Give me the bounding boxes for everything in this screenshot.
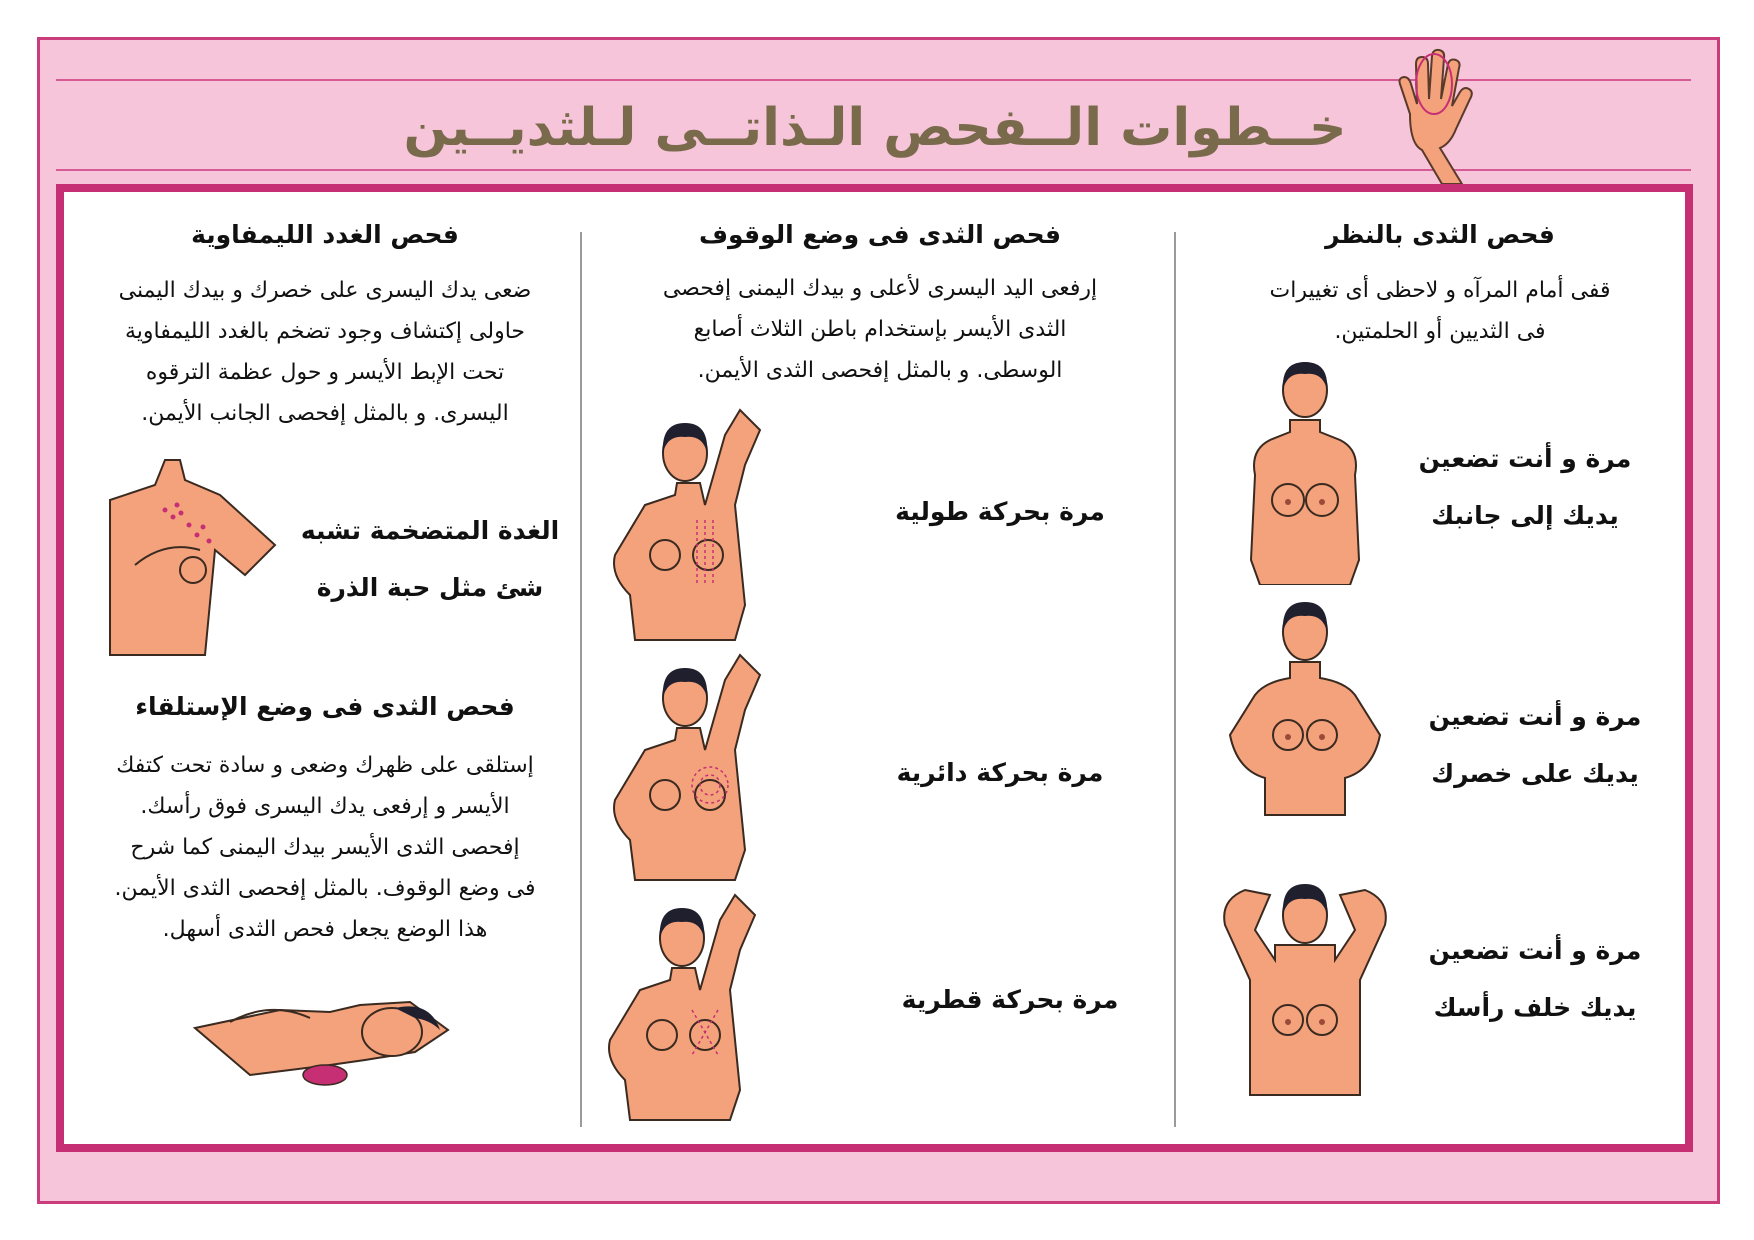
text-line: الثدى الأيسر بإستخدام باطن الثلاث أصابع	[693, 317, 1067, 342]
text-line: فى الثديين أو الحلمتين.	[1334, 319, 1546, 344]
lymph-exam-text	[75, 270, 575, 434]
text-line: قفى أمام المرآه و لاحظى أى تغييرات	[1269, 278, 1611, 303]
text-line: ضعى يدك اليسرى على خصرك و بيدك اليمنى	[118, 278, 532, 303]
raised-hand-icon	[1370, 44, 1490, 184]
lymph-node-note	[290, 502, 570, 616]
text-line: إستلقى على ظهرك وضعى و سادة تحت كتفك	[116, 753, 534, 778]
visual-step-2-label	[1410, 688, 1660, 802]
diagonal-motion-figure	[600, 890, 780, 1125]
text-line: إرفعى اليد اليسرى لأعلى و بيدك اليمنى إفحصى	[662, 276, 1098, 301]
standing-step-1-label: مرة بحركة طولية	[895, 497, 1105, 526]
label-line: يديك على خصرك	[1431, 759, 1639, 788]
label-line: مرة و أنت تضعين	[1418, 444, 1632, 473]
circular-motion-figure	[605, 650, 785, 885]
visual-exam-text	[1200, 270, 1680, 352]
text-line: هذا الوضع يجعل فحص الثدى أسهل.	[162, 917, 488, 942]
text-line: حاولى إكتشاف وجود تضخم بالغدد الليمفاوية	[124, 319, 526, 344]
text-line: الوسطى. و بالمثل إفحصى الثدى الأيمن.	[697, 358, 1063, 383]
text-line: تحت الإبط الأيسر و حول عظمة الترقوه	[145, 360, 505, 385]
hands-on-hips-figure	[1205, 600, 1405, 830]
vertical-strip-figure	[605, 405, 785, 645]
column-divider-left	[580, 232, 582, 1127]
standing-step-2-label: مرة بحركة دائرية	[896, 758, 1104, 787]
lying-down-figure	[190, 990, 460, 1095]
lying-exam-heading: فحص الثدى فى وضع الإستلقاء	[135, 692, 515, 721]
lymph-node-exam-figure	[105, 455, 285, 665]
standing-step-3-label: مرة بحركة قطرية	[901, 985, 1119, 1014]
visual-step-1-label	[1400, 430, 1650, 544]
text-line: الأيسر و إرفعى يدك اليسرى فوق رأسك.	[140, 794, 510, 819]
page-title: خــطوات الــفحص الـذاتــى لـلثديــين	[403, 98, 1347, 158]
column-divider-right	[1174, 232, 1176, 1127]
label-line: الغدة المتضخمة تشبه	[300, 516, 560, 545]
text-line: فى وضع الوقوف. بالمثل إفحصى الثدى الأيمن.	[114, 876, 536, 901]
lymph-exam-heading: فحص الغدد الليمفاوية	[191, 220, 459, 249]
visual-step-3-label	[1410, 922, 1660, 1036]
standing-exam-heading: فحص الثدى فى وضع الوقوف	[699, 220, 1061, 249]
label-line: مرة و أنت تضعين	[1428, 702, 1642, 731]
standing-exam-text	[600, 268, 1160, 391]
hands-behind-head-figure	[1215, 870, 1395, 1120]
arms-at-sides-figure	[1235, 360, 1375, 585]
label-line: شئ مثل حبة الذرة	[316, 573, 544, 602]
text-line: اليسرى. و بالمثل إفحصى الجانب الأيمن.	[141, 401, 509, 426]
lying-exam-text	[75, 745, 575, 950]
label-line: يديك خلف رأسك	[1433, 993, 1637, 1022]
text-line: إفحصى الثدى الأيسر بيدك اليمنى كما شرح	[130, 835, 520, 860]
visual-exam-heading: فحص الثدى بالنظر	[1325, 220, 1555, 249]
label-line: مرة و أنت تضعين	[1428, 936, 1642, 965]
label-line: يديك إلى جانبك	[1431, 501, 1619, 530]
